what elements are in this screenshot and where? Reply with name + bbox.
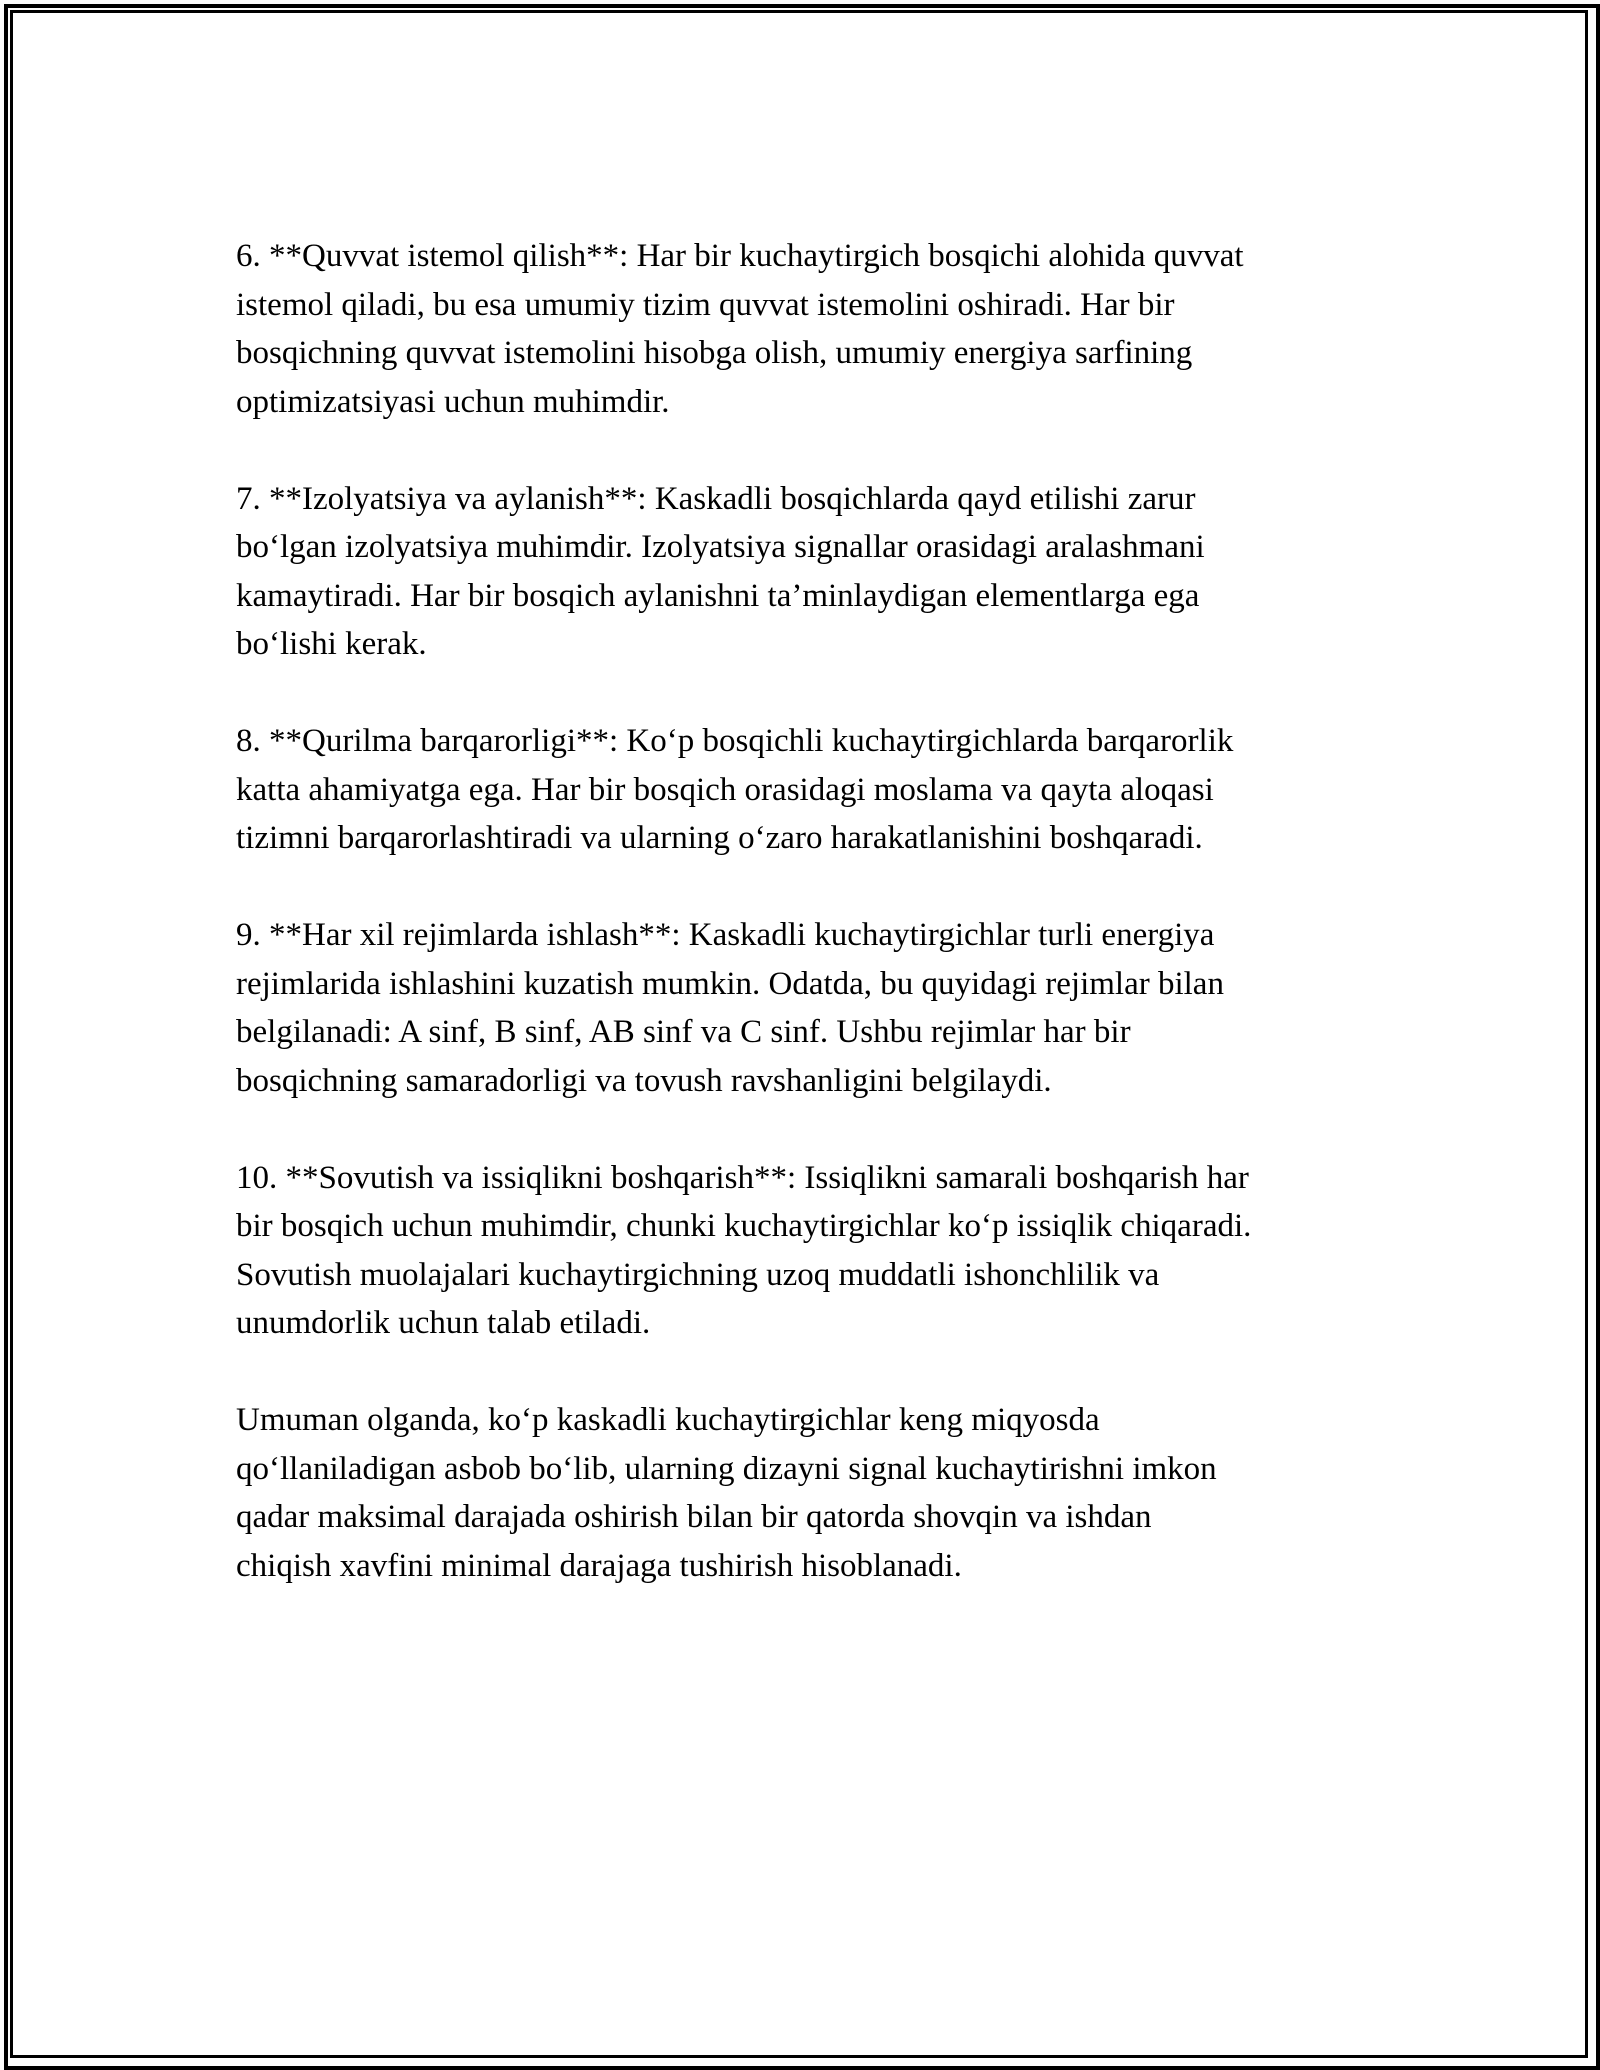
text-line: bosqichning samaradorligi va tovush ravshanligini belgilaydi. [236, 1062, 1052, 1099]
text-line: 8. **Qurilma barqarorligi**: Ko‘p bosqichli kuchaytirgichlarda barqarorlik [236, 723, 1234, 759]
text-line: kamaytiradi. Har bir bosqich aylanishni ta’minlaydigan elementlarga ega [236, 577, 1200, 614]
text-line: 6. **Quvvat istemol qilish**: Har bir kuchaytirgich bosqichi alohida quvvat [236, 238, 1244, 274]
text-line: belgilanadi: A sinf, B sinf, AB sinf va C sinf. Ushbu rejimlar har bir [236, 1014, 1131, 1050]
text-line: qo‘llaniladigan asbob bo‘lib, ularning dizayni signal kuchaytirishni imkon [236, 1450, 1217, 1487]
paragraph-stability [236, 717, 1386, 863]
text-line: bo‘lishi kerak. [236, 626, 427, 662]
text-line: chiqish xavfini minimal darajaga tushirish hisoblanadi. [236, 1547, 962, 1584]
text-line: Umuman olganda, ko‘p kaskadli kuchaytirgichlar keng miqyosda [236, 1402, 1100, 1438]
text-line: tizimni barqarorlashtiradi va ularning o‘zaro harakatlanishini boshqaradi. [236, 820, 1203, 856]
paragraph-conclusion [236, 1396, 1386, 1590]
text-line: istemol qiladi, bu esa umumiy tizim quvvat istemolini oshiradi. Har bir [236, 286, 1175, 323]
text-line: rejimlarida ishlashini kuzatish mumkin. Odatda, bu quyidagi rejimlar bilan [236, 965, 1224, 1002]
document-body [236, 232, 1386, 1639]
paragraph-isolation [236, 475, 1386, 669]
paragraph-cooling [236, 1154, 1386, 1348]
paragraph-power-consumption [236, 232, 1386, 426]
text-line: 10. **Sovutish va issiqlikni boshqarish**: Issiqlikni samarali boshqarish har [236, 1159, 1249, 1196]
text-line: optimizatsiyasi uchun muhimdir. [236, 383, 670, 420]
text-line: bir bosqich uchun muhimdir, chunki kuchaytirgichlar ko‘p issiqlik chiqaradi. [236, 1208, 1252, 1244]
text-line: bosqichning quvvat istemolini hisobga olish, umumiy energiya sarfining [236, 335, 1193, 371]
text-line: Sovutish muolajalari kuchaytirgichning uzoq muddatli ishonchlilik va [236, 1256, 1160, 1293]
paragraph-operating-modes [236, 911, 1386, 1105]
text-line: 9. **Har xil rejimlarda ishlash**: Kaskadli kuchaytirgichlar turli energiya [236, 917, 1215, 953]
text-line: qadar maksimal darajada oshirish bilan bir qatorda shovqin va ishdan [236, 1499, 1152, 1535]
text-line: bo‘lgan izolyatsiya muhimdir. Izolyatsiya signallar orasidagi aralashmani [236, 529, 1205, 565]
text-line: katta ahamiyatga ega. Har bir bosqich orasidagi moslama va qayta aloqasi [236, 771, 1214, 808]
text-line: unumdorlik uchun talab etiladi. [236, 1305, 651, 1341]
text-line: 7. **Izolyatsiya va aylanish**: Kaskadli bosqichlarda qayd etilishi zarur [236, 480, 1196, 517]
